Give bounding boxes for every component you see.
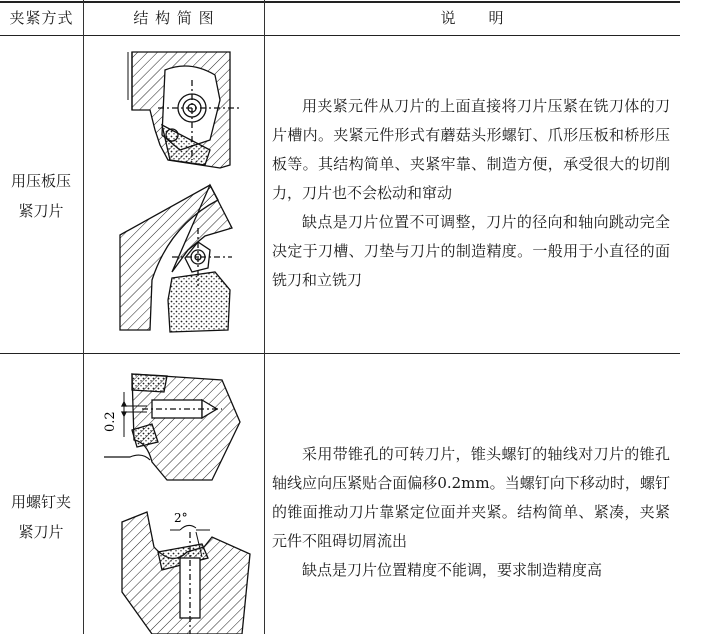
header-diagram: 结 构 简 图	[133, 9, 215, 27]
column-divider-2	[264, 0, 265, 634]
row2-diagram	[92, 362, 262, 634]
column-divider-1	[83, 0, 84, 634]
upper-screw-view	[104, 374, 240, 480]
row2-method-line1: 用螺钉夹	[10, 493, 71, 511]
bottom-view-body	[120, 185, 232, 332]
row2-description	[272, 440, 670, 585]
row1-diagram	[110, 40, 260, 350]
row2-method-line2: 紧刀片	[18, 523, 64, 541]
row1-method-line1: 用压板压	[10, 172, 71, 190]
row2-method	[0, 487, 82, 547]
row-separator	[0, 353, 680, 354]
offset-label: 0.2	[103, 411, 118, 432]
lower-screw-view	[122, 512, 250, 634]
header-description: 说 明	[440, 9, 505, 27]
header-rule	[0, 35, 680, 36]
top-view-body	[128, 52, 240, 168]
row1-description	[272, 92, 670, 295]
row2-desc-para2: 缺点是刀片位置精度不能调，要求制造精度高	[302, 561, 603, 579]
row2-desc-para1: 采用带锥孔的可转刀片，锥头螺钉的轴线对刀片的锥孔轴线应向压紧贴合面偏移0.2mm。当螺钉向下移动时，螺钉的锥面推动刀片靠紧定位面并夹紧。结构简单、紧凑，夹紧元件不阻碍切屑流出	[272, 445, 670, 550]
header-method: 夹紧方式	[9, 9, 74, 27]
angle-label: 2°	[174, 511, 188, 525]
row1-method	[0, 166, 82, 226]
row1-desc-para1: 用夹紧元件从刀片的上面直接将刀片压紧在铣刀体的刀片槽内。夹紧元件形式有蘑菇头形螺钉、爪形压板和桥形压板等。其结构简单、夹紧牢靠、制造方便，承受很大的切削力，刀片也不会松动和窜动	[272, 97, 670, 202]
row1-method-line2: 紧刀片	[18, 202, 64, 220]
row1-desc-para2: 缺点是刀片位置不可调整，刀片的径向和轴向跳动完全决定于刀槽、刀垫与刀片的制造精度。一般用于小直径的面铣刀和立铣刀	[272, 213, 670, 289]
